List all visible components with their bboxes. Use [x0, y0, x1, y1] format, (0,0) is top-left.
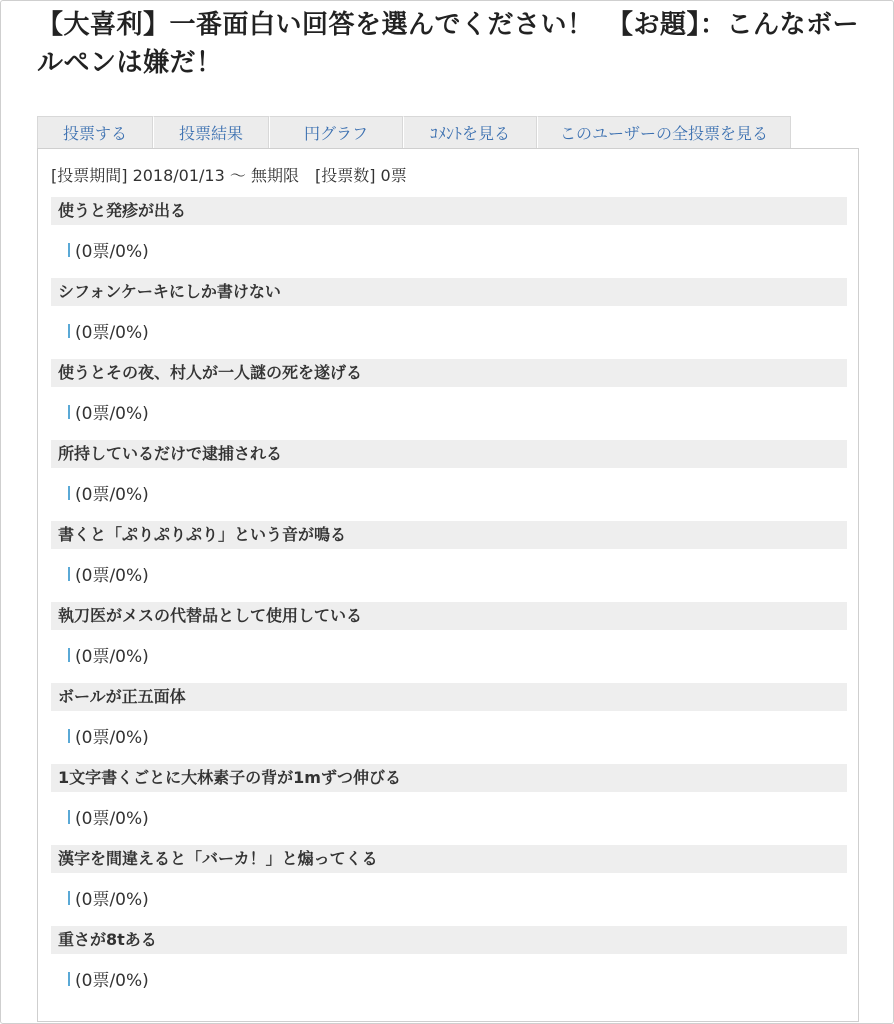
option-row	[51, 683, 847, 764]
result-text: (0票/0%)	[75, 242, 149, 262]
result-bar	[68, 810, 70, 824]
tab-bar	[37, 116, 791, 149]
option-label: 漢字を間違えると「バーカ！」と煽ってくる	[51, 845, 847, 873]
option-row	[51, 278, 847, 359]
result-text: (0票/0%)	[75, 890, 149, 910]
result-text: (0票/0%)	[75, 485, 149, 505]
tab-comments[interactable]: ｺﾒﾝﾄを見る	[403, 116, 537, 148]
option-row	[51, 926, 847, 1007]
option-result	[68, 642, 149, 667]
result-bar	[68, 243, 70, 257]
option-result	[68, 399, 149, 424]
result-bar	[68, 324, 70, 338]
option-result	[68, 885, 149, 910]
tab-pie-chart[interactable]: 円グラフ	[269, 116, 403, 148]
result-bar	[68, 729, 70, 743]
option-result	[68, 480, 149, 505]
result-text: (0票/0%)	[75, 809, 149, 829]
result-bar	[68, 891, 70, 905]
option-result	[68, 723, 149, 748]
result-text: (0票/0%)	[75, 566, 149, 586]
tab-results[interactable]: 投票結果	[153, 116, 269, 148]
results-panel	[37, 148, 859, 1022]
option-row	[51, 359, 847, 440]
tab-vote[interactable]: 投票する	[37, 116, 153, 148]
option-label: 重さが8tある	[51, 926, 847, 954]
option-row	[51, 197, 847, 278]
result-text: (0票/0%)	[75, 971, 149, 991]
result-bar	[68, 405, 70, 419]
result-text: (0票/0%)	[75, 404, 149, 424]
result-text: (0票/0%)	[75, 647, 149, 667]
option-label: 使うと発疹が出る	[51, 197, 847, 225]
result-bar	[68, 486, 70, 500]
option-row	[51, 521, 847, 602]
option-label: 1文字書くごとに大林素子の背が1mずつ伸びる	[51, 764, 847, 792]
tab-user-all-votes[interactable]: このユーザーの全投票を見る	[537, 116, 791, 148]
option-label: シフォンケーキにしか書けない	[51, 278, 847, 306]
option-label: 書くと「ぷりぷりぷり」という音が鳴る	[51, 521, 847, 549]
option-result	[68, 237, 149, 262]
option-result	[68, 561, 149, 586]
option-row	[51, 440, 847, 521]
result-text: (0票/0%)	[75, 323, 149, 343]
option-result	[68, 966, 149, 991]
result-bar	[68, 567, 70, 581]
option-label: 所持しているだけで逮捕される	[51, 440, 847, 468]
option-row	[51, 845, 847, 926]
option-row	[51, 602, 847, 683]
option-label: 使うとその夜、村人が一人謎の死を遂げる	[51, 359, 847, 387]
vote-meta: [投票期間] 2018/01/13 〜 無期限 [投票数] 0票	[51, 166, 407, 185]
option-result	[68, 318, 149, 343]
result-text: (0票/0%)	[75, 728, 149, 748]
page-title: 【大喜利】一番面白い回答を選んでください！ 【お題】：こんなボールペンは嫌だ！	[37, 10, 860, 78]
option-label: 執刀医がメスの代替品として使用している	[51, 602, 847, 630]
option-list	[51, 197, 847, 1007]
option-row	[51, 764, 847, 845]
option-result	[68, 804, 149, 829]
option-label: ボールが正五面体	[51, 683, 847, 711]
result-bar	[68, 972, 70, 986]
result-bar	[68, 648, 70, 662]
